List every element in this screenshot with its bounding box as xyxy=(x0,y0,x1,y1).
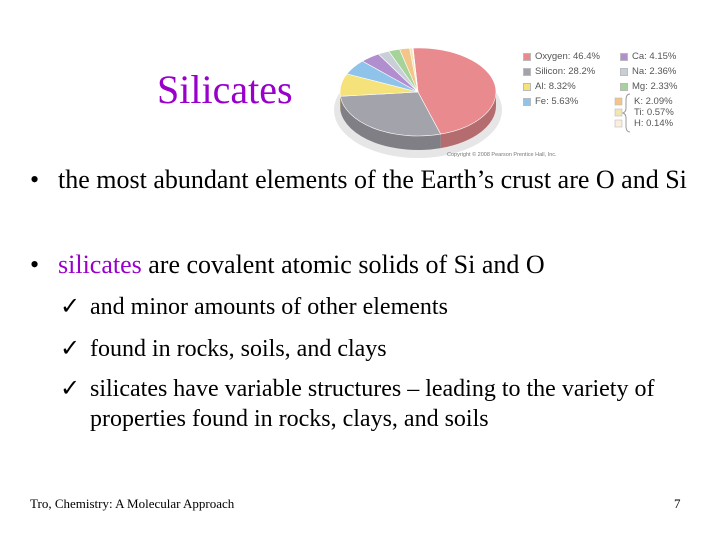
legend-swatch xyxy=(523,83,531,91)
legend-swatch xyxy=(620,53,628,61)
legend-swatch-k xyxy=(615,98,622,105)
legend-swatch xyxy=(523,68,531,76)
legend-label: Oxygen: 46.4% xyxy=(535,51,600,62)
legend-swatch xyxy=(523,98,531,106)
legend-brace xyxy=(623,94,630,132)
check-icon: ✓ xyxy=(60,294,81,320)
bullet-2-text xyxy=(58,248,698,282)
legend-label: Fe: 5.63% xyxy=(535,96,579,107)
legend-swatch xyxy=(620,83,628,91)
element-abundance-chart xyxy=(330,36,710,164)
legend-item-mg xyxy=(620,82,677,92)
legend-item-al xyxy=(523,82,576,92)
legend-label: H: 0.14% xyxy=(634,118,674,129)
legend-label: Ti: 0.57% xyxy=(634,107,674,118)
legend-swatch xyxy=(523,53,531,61)
legend-item-h xyxy=(634,119,673,129)
highlight-silicates: silicates xyxy=(58,250,142,279)
legend-label: Al: 8.32% xyxy=(535,81,576,92)
footer-source: Tro, Chemistry: A Molecular Approach xyxy=(30,496,235,511)
bullet-2-rest: are covalent atomic solids of Si and O xyxy=(141,250,545,279)
subbullet-3-text: silicates have variable structures – leading to the variety of properties found in rocks, clays, and soils xyxy=(90,376,655,432)
legend-item-k xyxy=(634,97,673,107)
legend-item-silicon xyxy=(523,67,595,77)
legend-label: Silicon: 28.2% xyxy=(535,66,596,77)
legend-label: K: 2.09% xyxy=(634,96,673,107)
bullet-marker: • xyxy=(30,250,40,279)
legend-label: Mg: 2.33% xyxy=(632,81,678,92)
legend-item-fe xyxy=(523,97,578,107)
legend-swatch xyxy=(620,68,628,76)
subbullet-2-text: found in rocks, soils, and clays xyxy=(90,336,387,362)
legend-item-ti xyxy=(634,108,674,118)
legend-label: Na: 2.36% xyxy=(632,66,677,77)
check-icon: ✓ xyxy=(60,336,81,362)
legend-item-oxygen xyxy=(523,52,600,62)
subbullet-1-text: and minor amounts of other elements xyxy=(90,294,448,320)
chart-copyright: Copyright © 2008 Pearson Prentice Hall, Inc. xyxy=(447,152,557,158)
legend-item-ca xyxy=(620,52,676,62)
bullet-marker: • xyxy=(30,165,40,194)
bullet-1-text: the most abundant elements of the Earth’s crust are O and Si xyxy=(58,165,687,194)
check-icon: ✓ xyxy=(60,376,81,402)
slide-title: Silicates xyxy=(157,67,293,112)
legend-label: Ca: 4.15% xyxy=(632,51,677,62)
legend-swatch-h xyxy=(615,120,622,127)
legend-item-na xyxy=(620,67,676,77)
page-number: 7 xyxy=(674,496,681,511)
legend-swatch-ti xyxy=(615,109,622,116)
